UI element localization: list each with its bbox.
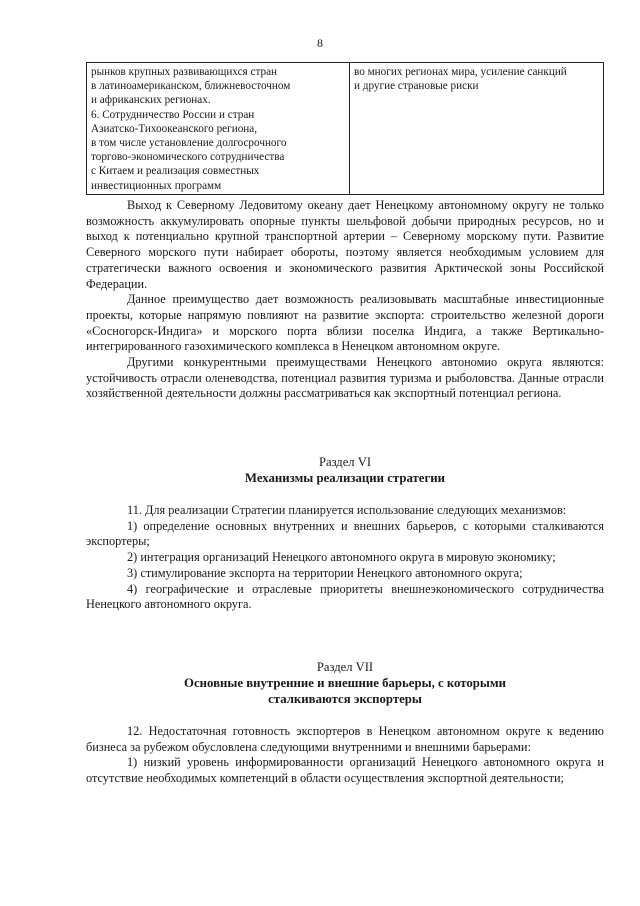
table-cell-line: инвестиционных программ [91, 179, 222, 192]
table-cell-line: в том числе установление долгосрочного [91, 137, 287, 150]
table-cell-line: во многих регионах мира, усиление санкций [354, 66, 567, 78]
paragraph: 11. Для реализации Стратегии планируется использование следующих механизмов: [127, 503, 567, 517]
table-cell-line: Азиатско-Тихоокеанского региона, [91, 122, 258, 135]
table-cell-line: в латиноамериканском, ближневосточном [91, 80, 291, 93]
list-item: 1) определение основных внутренних и внешних барьеров, с которыми сталкиваются экспортеры; [86, 518, 604, 549]
section5-body [86, 198, 604, 402]
page-number: 8 [317, 36, 323, 50]
continuation-table [86, 62, 604, 195]
section-title: сталкиваются экспортеры [268, 692, 422, 706]
paragraph: Выход к Северному Ледовитому океану дает Ненецкому автономному округу не только возможность аккумулировать опорные пункты шельфовой добычи природных ресурсов, но и выход к потенциально крупной транспортной артерии – Северному морскому пути. Развитие Северного морского пути набирает обороты, поэтому является необходимым условием для стратегически важного освоения и экономического развития Арктической зоны Российской Федерации. [86, 198, 604, 291]
paragraph: 12. Недостаточная готовность экспортеров в Ненецком автономном округе к ведению бизнеса за рубежом обусловлена следующими внутренними и внешними барьерами: [86, 724, 604, 754]
section7-heading [86, 659, 604, 707]
list-item: 1) низкий уровень информированности организаций Ненецкого автономного округа и отсутствие необходимых компетенций в области осуществления экспортной деятельности; [86, 755, 604, 786]
table-cell-right [350, 63, 604, 195]
section-label: Раздел VI [318, 455, 372, 469]
table-cell-line: торгово-экономического сотрудничества [91, 151, 285, 164]
table-cell-line: и другие страновые риски [354, 80, 479, 93]
section6-heading [86, 454, 604, 486]
table-cell-line: и африканских регионах. [91, 94, 211, 107]
list-item: 2) интеграция организаций Ненецкого автономного округа в мировую экономику; [127, 550, 556, 565]
section-title: Основные внутренние и внешние барьеры, с которыми [183, 676, 507, 690]
paragraph: Данное преимущество дает возможность реализовывать масштабные инвестиционные проекты, которые напрямую повлияют на развитие экспорта: строительство железной дороги «Сосногорск-Индига» и морского порта вблизи поселка Индига, а также Вертикально-интегрированного газохимического комплекса в Ненецком автономном округе. [86, 292, 604, 354]
table-cell-line: рынков крупных развивающихся стран [91, 66, 278, 78]
section7-body [86, 724, 604, 787]
table-cell-line: с Китаем и реализация совместных [91, 165, 260, 178]
list-item: 3) стимулирование экспорта на территории Ненецкого автономного округа; [127, 565, 523, 580]
table-cell-line: 6. Сотрудничество России и стран [91, 108, 255, 121]
section-title: Механизмы реализации стратегии [244, 471, 446, 485]
paragraph: Другими конкурентными преимуществами Ненецкого автономио округа являются: устойчивость отрасли оленеводства, потенциал развития туризма и рыболовства. Данные отрасли хозяйственной деятельности должны рассматриваться как экспортный потенциал региона. [86, 355, 604, 401]
table-cell-left [87, 63, 350, 195]
table-row [87, 63, 604, 195]
section6-body [86, 503, 604, 613]
list-item: 4) географические и отраслевые приоритеты внешнеэкономического сотрудничества Ненецкого автономного округа. [86, 581, 604, 612]
section-label: Раздел VII [316, 660, 374, 674]
